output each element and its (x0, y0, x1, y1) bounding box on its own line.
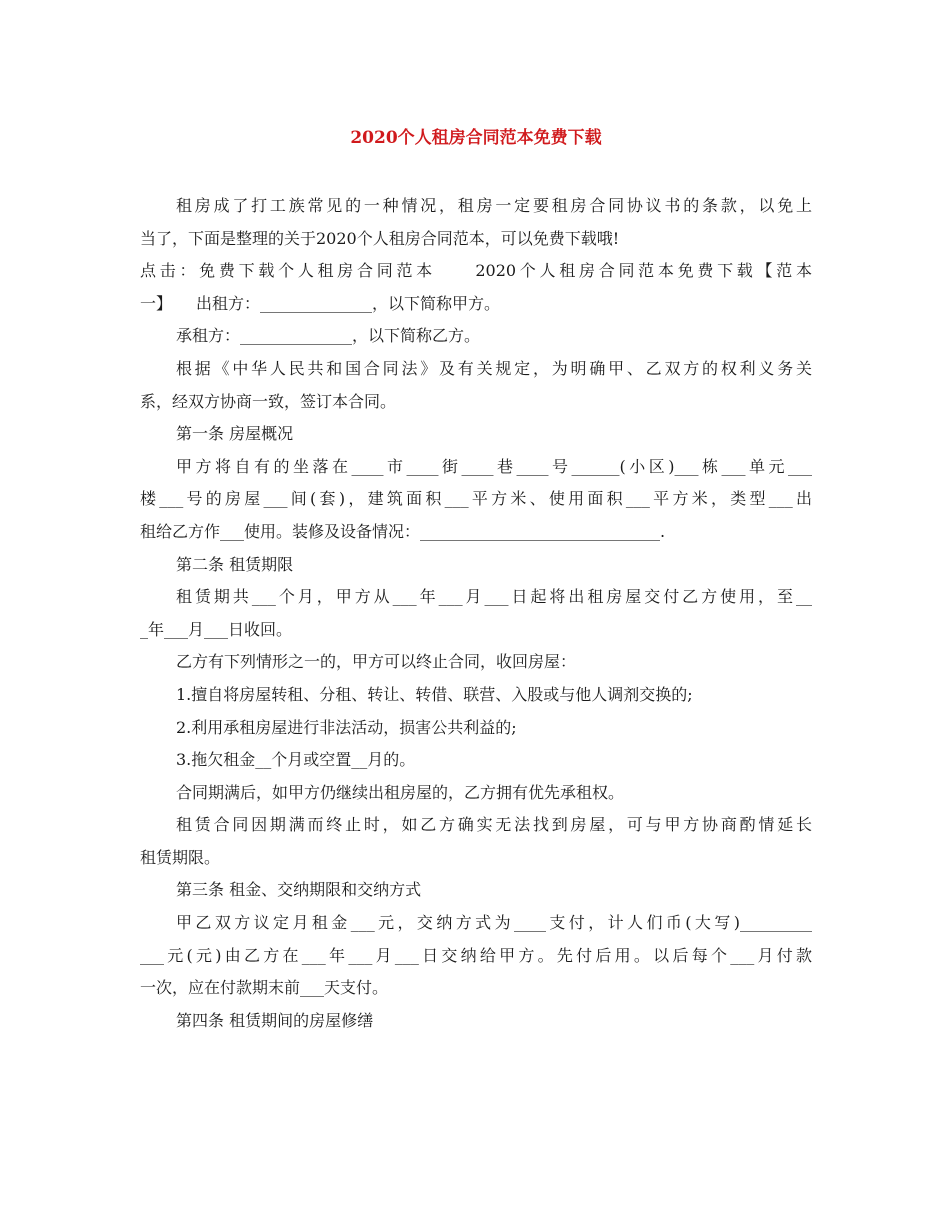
paragraph-line: 租赁期共___个月，甲方从___年___月___日起将出租房屋交付乙方使用，至__ (176, 587, 812, 607)
paragraph-line: 租给乙方作___使用。装修及设备情况：______________________________. (140, 521, 666, 541)
section-heading: 第二条 租赁期限 (176, 554, 294, 574)
paragraph-line: 合同期满后，如甲方仍继续出租房屋的，乙方拥有优先承租权。 (176, 782, 625, 802)
paragraph-line: _年___月___日收回。 (140, 619, 293, 639)
paragraph-line: 甲方将自有的坐落在____市____街____巷____号______(小区)___栋___单元___ (176, 456, 812, 476)
section-heading: 第一条 房屋概况 (176, 424, 294, 444)
paragraph-line: 系，经双方协商一致，签订本合同。 (140, 391, 397, 411)
paragraph-line: 租赁合同因期满而终止时，如乙方确实无法找到房屋，可与甲方协商酌情延长 (176, 815, 812, 835)
paragraph-line: 租赁期限。 (140, 847, 221, 867)
paragraph-line: 一】 出租方：______________，以下简称甲方。 (140, 293, 501, 313)
paragraph-line: 当了，下面是整理的关于2020个人租房合同范本，可以免费下载哦! (140, 228, 620, 248)
paragraph-line: 楼___号的房屋___间(套)，建筑面积___平方米、使用面积___平方米，类型___出 (140, 489, 812, 509)
paragraph-line: 乙方有下列情形之一的，甲方可以终止合同，收回房屋： (176, 652, 577, 672)
list-item: 1.擅自将房屋转租、分租、转让、转借、联营、入股或与他人调剂交换的; (176, 684, 693, 704)
paragraph-line: 承租方：______________，以下简称乙方。 (176, 326, 481, 346)
paragraph-line: 根据《中华人民共和国合同法》及有关规定，为明确甲、乙双方的权利义务关 (176, 358, 812, 378)
section-heading: 第三条 租金、交纳期限和交纳方式 (176, 880, 422, 900)
list-item: 3.拖欠租金__个月或空置__月的。 (176, 750, 416, 770)
document-title: 2020个人租房合同范本免费下载 (350, 128, 602, 148)
list-item: 2.利用承租房屋进行非法活动，损害公共利益的; (176, 717, 517, 737)
paragraph-line: 甲乙双方议定月租金___元，交纳方式为____支付，计人们币(大写)_________ (176, 913, 812, 933)
download-link-line[interactable]: 点击：免费下载个人租房合同范本 2020个人租房合同范本免费下载【范本 (140, 261, 812, 281)
paragraph-line: 租房成了打工族常见的一种情况，租房一定要租房合同协议书的条款，以免上 (176, 196, 812, 215)
section-heading: 第四条 租赁期间的房屋修缮 (176, 1010, 374, 1030)
paragraph-line: ___元(元)由乙方在___年___月___日交纳给甲方。先付后用。以后每个___月付款 (140, 945, 812, 965)
document-body (140, 190, 812, 1037)
paragraph-line: 一次，应在付款期末前___天支付。 (140, 978, 389, 998)
